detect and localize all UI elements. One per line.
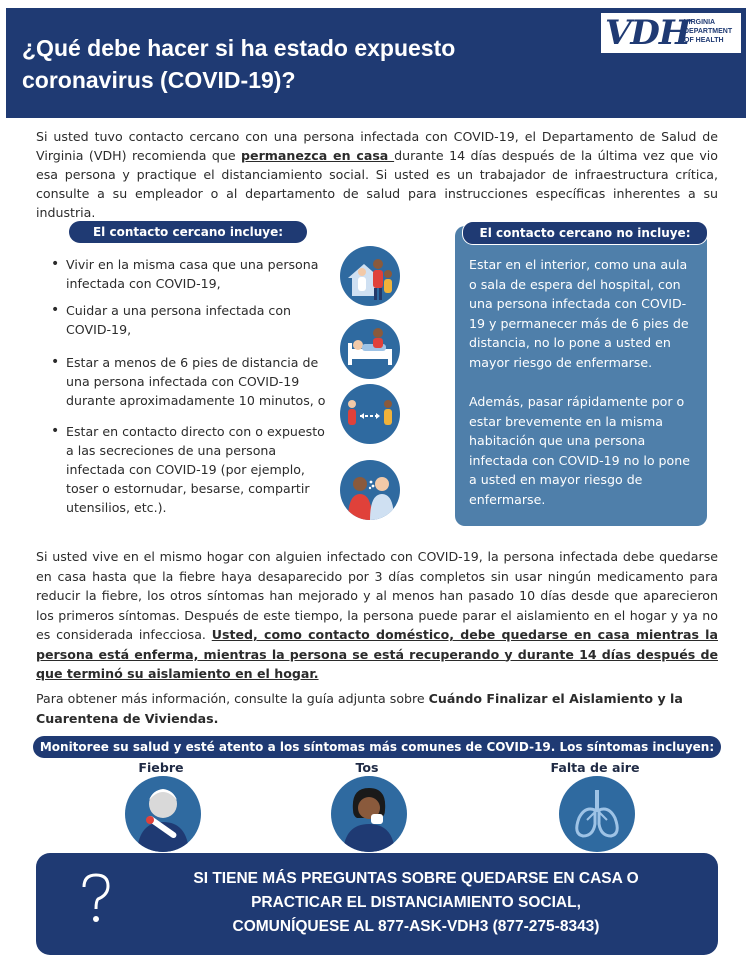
not-included-box — [455, 226, 707, 526]
page-header — [0, 0, 752, 118]
household-family-icon — [340, 246, 400, 306]
question-mark-icon — [76, 871, 116, 935]
list-item: • Vivir en la misma casa que una persona infectada con COVID-19, — [50, 255, 332, 293]
symptom-label-cough: Tos — [355, 760, 379, 775]
caregiver-bed-icon — [340, 319, 400, 379]
questions-footer — [36, 853, 718, 955]
list-item: • Estar en contacto directo con o expuesto a las secreciones de una persona infectada con COVID-19 (por ejemplo, toser o estornudar, besarse, compartir utensilios, etc.). — [50, 422, 332, 517]
sneeze-contact-icon — [340, 460, 400, 520]
intro-paragraph: Si usted tuvo contacto cercano con una persona infectada con COVID-19, el Departamento de Salud de Virginia (VDH) recomienda que permanezca en casa durante 14 días después de la última vez que vio esa persona y practique el distanciamiento social. Si usted es un trabajador de infraestructura crítica, consulte a su empleador o al departamento de salud para instrucciones específicas inherentes a su industria. — [36, 129, 718, 220]
vdh-logo-subtitle: VIRGINIA DEPARTMENT OF HEALTH — [684, 19, 733, 44]
lungs-icon — [559, 776, 635, 852]
excludes-heading: El contacto cercano no incluye: — [462, 221, 708, 245]
stay-home-emphasis: permanezca en casa — [241, 148, 395, 163]
includes-heading: El contacto cercano incluye: — [69, 221, 307, 243]
symptom-label-fever: Fiebre — [138, 760, 184, 775]
list-item: • Cuidar a una persona infectada con COVID-19, — [50, 301, 332, 339]
helpline-phone: COMUNÍQUESE AL 877-ASK-VDH3 (877-275-8343) — [232, 918, 600, 935]
not-included-paragraph-1: Estar en el interior, como una aula o sala de espera del hospital, con una persona infectada con COVID-19 y permanecer más de 6 pies de distancia, no lo pone a usted en mayor riesgo de enfermarse. — [469, 257, 689, 370]
page-title: ¿Qué debe hacer si ha estado expuesto coronavirus (COVID-19)? — [22, 35, 456, 93]
not-included-paragraph-2: Además, pasar rápidamente por o estar brevemente en la misma habitación que una persona infectada con COVID-19 no lo pone a usted en mayor riesgo de enfermarse. — [469, 394, 690, 507]
cough-icon — [331, 776, 407, 852]
household-emphasis: Usted, como contacto doméstico, debe quedarse en casa mientras la persona está enferma, mientras la persona se está recuperando y durante 14 días después de que terminó su aislamiento en el hogar. — [36, 627, 718, 681]
guide-title: Cuándo Finalizar el Aislamiento y la Cuarentena de Viviendas. — [36, 691, 683, 726]
six-feet-distance-icon — [340, 384, 400, 444]
helpline-text: SI TIENE MÁS PREGUNTAS SOBRE QUEDARSE EN CASA O PRACTICAR EL DISTANCIAMIENTO SOCIAL, COMUNÍQUESE AL 877-ASK-VDH3 (877-275-8343) — [146, 867, 686, 939]
list-item: • Estar a menos de 6 pies de distancia de una persona infectada con COVID-19 durante aproximadamente 10 minutos, o — [50, 353, 332, 410]
vdh-logo-mark: VDH — [605, 13, 690, 53]
more-info-paragraph: Para obtener más información, consulte la guía adjunta sobre Cuándo Finalizar el Aislamiento y la Cuarentena de Viviendas. — [36, 691, 683, 726]
fever-thermometer-icon — [125, 776, 201, 852]
includes-list — [50, 255, 332, 525]
household-paragraph: Si usted vive en el mismo hogar con alguien infectado con COVID-19, la persona infectada debe quedarse en casa hasta que la fiebre haya desaparecido por 3 días completos sin usar ningún medicamento para reducir la fiebre, los otros síntomas han mejorado y al menos han pasado 10 días desde que aparecieron los primeros síntomas. Después de este tiempo, la persona puede parar el aislamiento en el hogar y ya no es considerada infecciosa. Usted, como contacto doméstico, debe quedarse en casa mientras la persona está enferma, mientras la persona se está recuperando y durante 14 días después de que terminó su aislamiento en el hogar. — [36, 549, 718, 681]
symptom-label-shortness-of-breath: Falta de aire — [550, 760, 640, 775]
vdh-logo — [600, 12, 742, 54]
symptoms-banner: Monitoree su salud y esté atento a los síntomas más comunes de COVID-19. Los síntomas incluyen: — [33, 736, 721, 758]
